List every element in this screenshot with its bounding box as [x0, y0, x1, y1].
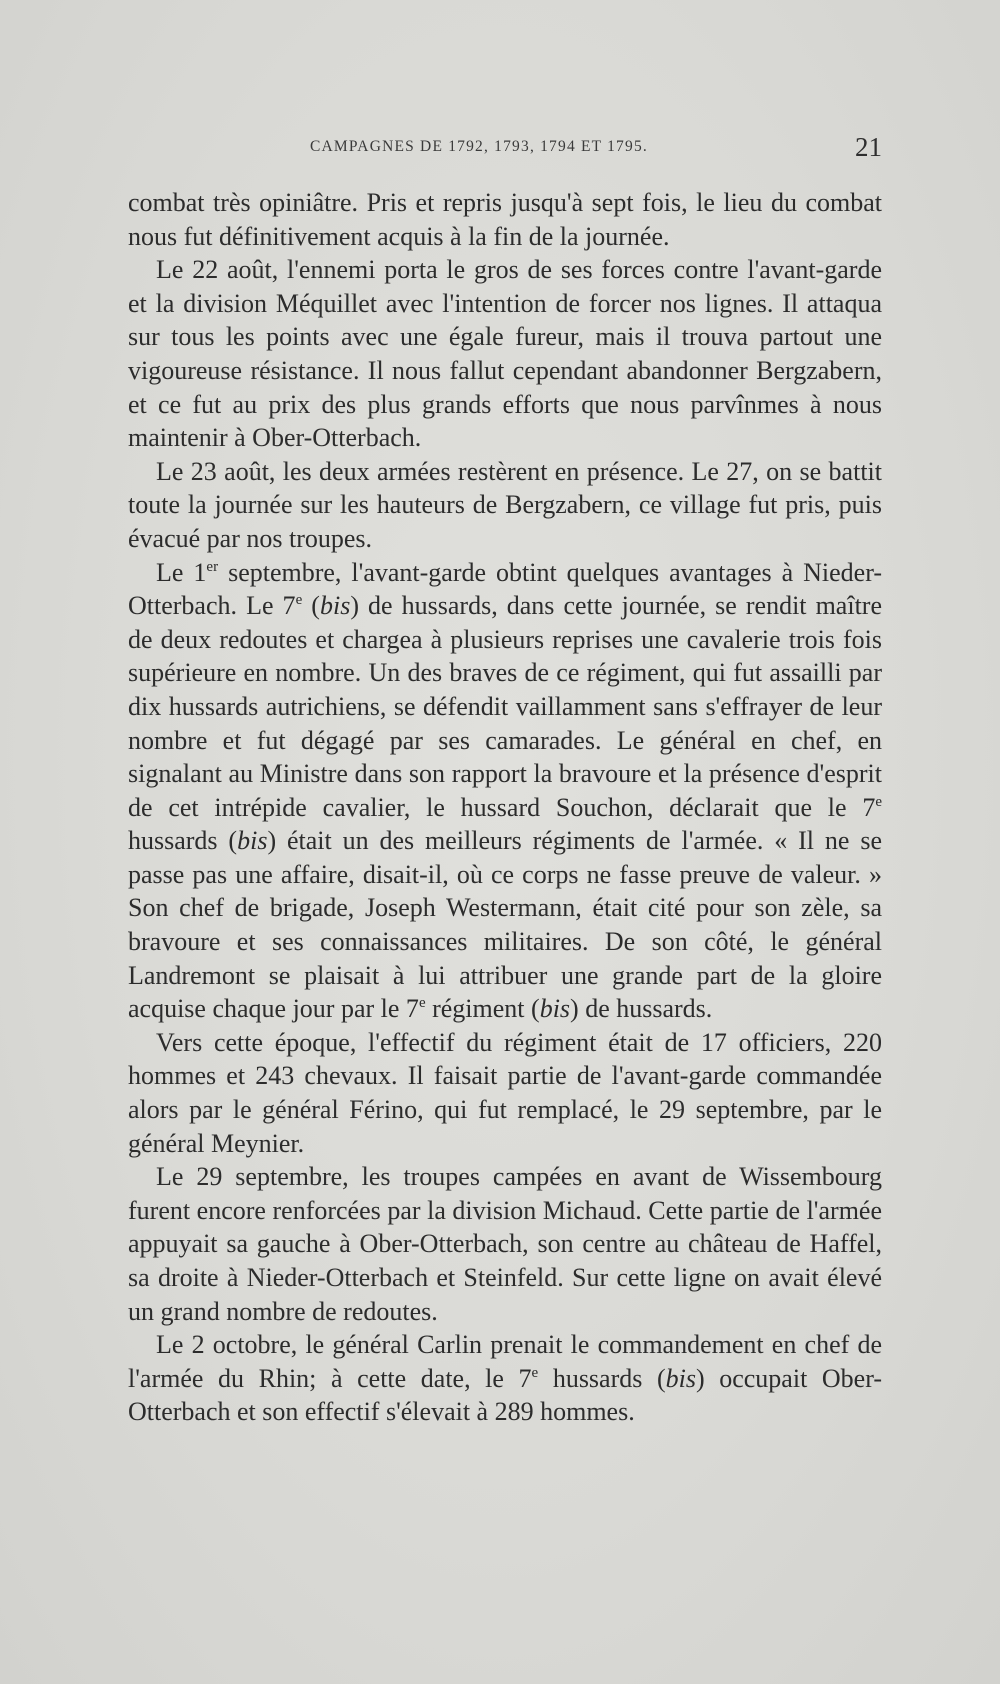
italic-text: bis: [539, 994, 571, 1024]
text-run: ) de hussards.: [570, 994, 713, 1024]
paragraph: combat très opiniâtre. Pris et repris jusqu'à sept fois, le lieu du combat nous fut définitivement acquis à la fin de la journée.: [128, 188, 882, 251]
paragraph: [128, 1328, 882, 1429]
paragraph: Le 23 août, les deux armées restèrent en présence. Le 27, on se battit toute la journée sur les hauteurs de Bergzabern, ce village fut pris, puis évacué par nos troupes.: [128, 456, 882, 553]
text-run: ) de hussards, dans cette journée, se rendit maître de deux redoutes et chargea à plusieurs reprises une cavalerie trois fois supérieure en nombre. Un des braves de ce régiment, qui fut assailli par dix hussards autrichiens, se défendit vaillamment sans s'effrayer de leur nombre et fut dégagé par ses camarades. Le général en chef, en signalant au Ministre dans son rapport la bravoure et la présence d'esprit de cet intrépide cavalier, le hussard Souchon, déclarait que le 7: [128, 591, 882, 822]
superscript: er: [206, 558, 219, 575]
superscript: e: [875, 793, 882, 810]
paragraph: Vers cette époque, l'effectif du régiment était de 17 officiers, 220 hommes et 243 chevaux. Il faisait partie de l'avant-garde commandée alors par le général Férino, qui fut remplacé, le 29 septembre, par le général Meynier.: [128, 1027, 882, 1158]
text-run: hussards (: [538, 1363, 666, 1393]
italic-text: bis: [237, 826, 268, 856]
running-title: CAMPAGNES DE 1792, 1793, 1794 ET 1795.: [310, 138, 648, 155]
superscript: e: [295, 592, 303, 609]
body-text: [128, 186, 882, 1429]
italic-text: bis: [319, 591, 351, 621]
text-run: régiment (: [425, 994, 540, 1024]
text-run: ) était un des meilleurs régiments de l'armée. « Il ne se passe pas une affaire, disait-il, où ce corps ne fasse preuve de valeur. » Son chef de brigade, Joseph Westermann, était cité pour son zèle, sa bravoure et ses connaissances militaires. De son côté, le général Landremont se plaisait à lui attribuer une grande part de la gloire acquise chaque jour par le 7: [128, 826, 882, 1024]
italic-text: bis: [665, 1363, 696, 1393]
text-run: Le 1: [156, 557, 207, 587]
text-run: hussards (: [128, 826, 238, 856]
superscript: e: [418, 995, 426, 1012]
text-run: ) occupait Ober-Otterbach et son effectif s'élevait à 289 hommes.: [128, 1363, 882, 1427]
page-number: 21: [855, 132, 882, 162]
text-run: septembre, l'avant-garde obtint quelques avantages à Nieder-Otterbach. Le 7: [128, 557, 882, 621]
paragraph: Le 22 août, l'ennemi porta le gros de ses forces contre l'avant-garde et la division Méquillet avec l'intention de forcer nos lignes. Il attaqua sur tous les points avec une égale fureur, mais il trouva partout une vigoureuse résistance. Il nous fallut cependant abandonner Bergzabern, et ce fut au prix des plus grands efforts que nous parvînmes à nous maintenir à Ober-Otterbach.: [128, 255, 882, 453]
running-header: [0, 132, 1000, 162]
text-run: Le 2 octobre, le général Carlin prenait le commandement en chef de l'armée du Rhin; à cette date, le 7: [128, 1330, 882, 1393]
paragraph: Le 29 septembre, les troupes campées en avant de Wissembourg furent encore renforcées par la division Michaud. Cette partie de l'armée appuyait sa gauche à Ober-Otterbach, son centre au château de Haffel, sa droite à Nieder-Otterbach et Steinfeld. Sur cette ligne on avait élevé un grand nombre de redoutes.: [128, 1162, 882, 1326]
paragraph: [128, 556, 882, 1026]
text-run: (: [302, 591, 320, 621]
superscript: e: [531, 1364, 539, 1381]
